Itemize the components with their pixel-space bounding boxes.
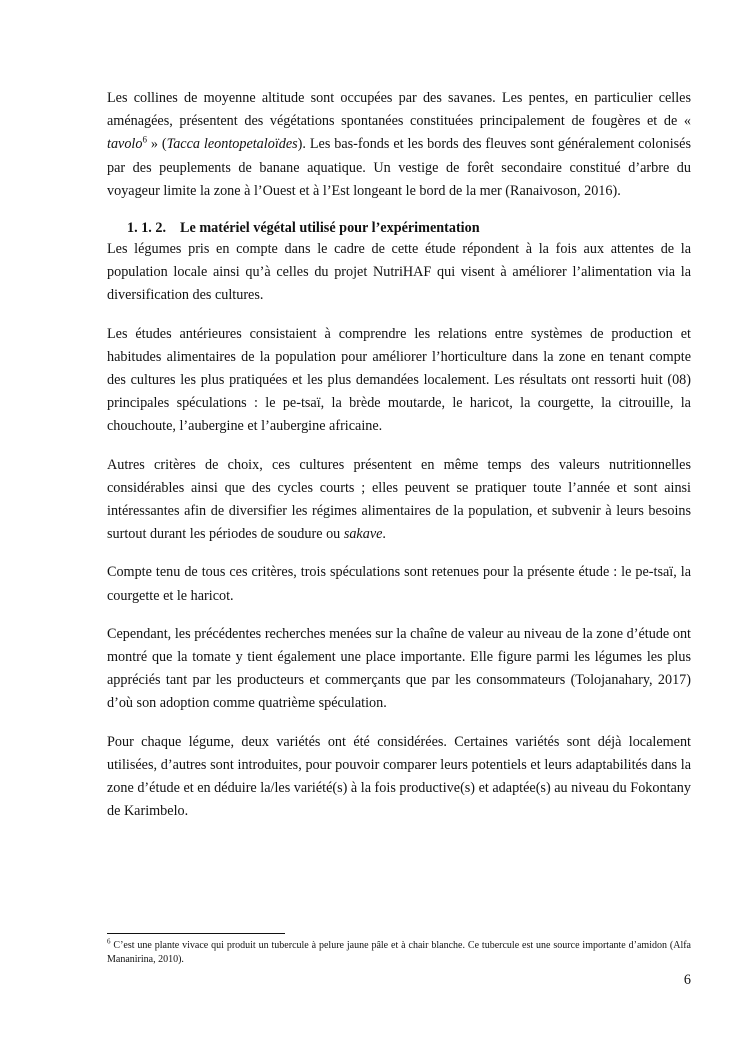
paragraph-tomato: Cependant, les précédentes recherches menées sur la chaîne de valeur au niveau de la zone d’étude ont montré que la tomate y tient également une place importante. Elle figure parmi les légumes les plus appréciés tant par les producteurs et commerçants que par les consommateurs (Tolojanahary, 2017) d’où son adoption comme quatrième spéculation. [107,625,691,712]
paragraph-text: ). Les bas-fonds et les bords des fleuves sont généralement colonisés par des peuplements de banane aquatique. Un vestige de forêt secondaire constitué d’arbre du voyageur limite la zone à l’Ouest et à l’Est longeant le bord de la mer (Ranaivoson, 2016). [107,136,691,199]
paragraph-varieties: Pour chaque légume, deux variétés ont été considérées. Certaines variétés sont déjà localement utilisées, d’autres sont introduites, pour pouvoir comparer leurs potentiels et leurs adaptabilités dans la zone d’étude et en déduire la/les variété(s) à la fois productive(s) et adaptée(s) au niveau du Fokontany de Karimbelo. [107,733,691,820]
section-title: Le matériel végétal utilisé pour l’expérimentation [180,220,480,237]
document-body [107,87,691,838]
paragraph-previous-studies: Les études antérieures consistaient à comprendre les relations entre systèmes de production et habitudes alimentaires de la population pour améliorer l’horticulture dans la zone en tenant compte des cultures les plus pratiquées et les plus demandées localement. Les résultats ont ressorti huit (08) principales spéculations : le pe-tsaï, la brède moutarde, le haricot, la courgette, la citrouille, la chouchoute, l’aubergine et l’aubergine africaine. [107,325,691,435]
sakave-term: sakave [343,526,383,543]
paragraph-vegetables: Les légumes pris en compte dans le cadre de cette étude répondent à la fois aux attentes de la population locale ainsi qu’à celles du projet NutriHAF qui visent à améliorer l’alimentation via la diversification des cultures. [107,241,691,304]
section-number: 1. 1. 2. [127,220,167,237]
paragraph-text: Autres critères de choix, ces cultures présentent en même temps des valeurs nutritionnelles considérables ainsi que des cycles courts ; elles peuvent se pratiquer toute l’année et sont ainsi intéressantes afin de diversifier les régimes alimentaires de la population, et subvenir à leurs besoins surtout durant les périodes de soudure ou [107,456,691,543]
footnote-text: C’est une plante vivace qui produit un tubercule à pelure jaune pâle et à chair blanche. Ce tubercule est une source importante d’amidon (Alfa Mananirina, 2010). [107,940,691,966]
footnote-reference[interactable]: 6 [142,134,147,145]
footnote-divider [107,933,285,934]
species-name: Tacca leontopetaloïdes [166,136,298,153]
page-number: 6 [683,972,691,988]
section-heading [107,218,691,238]
paragraph-text: . [382,526,386,543]
paragraph-text: » ( [146,136,167,153]
paragraph-criteria [107,454,691,547]
footnote-marker: 6 [107,937,111,946]
paragraph-text: Les collines de moyenne altitude sont occupées par des savanes. Les pentes, en particulier celles aménagées, présentent des végétations spontanées constituées principalement de fougères et de « [107,90,691,130]
paragraph-selected-crops: Compte tenu de tous ces critères, trois spéculations sont retenues pour la présente étude : le pe-tsaï, la courgette et le haricot. [107,564,691,604]
tavolo-term: tavolo [107,136,143,153]
footnote [107,939,691,967]
paragraph-landscape [107,87,691,203]
